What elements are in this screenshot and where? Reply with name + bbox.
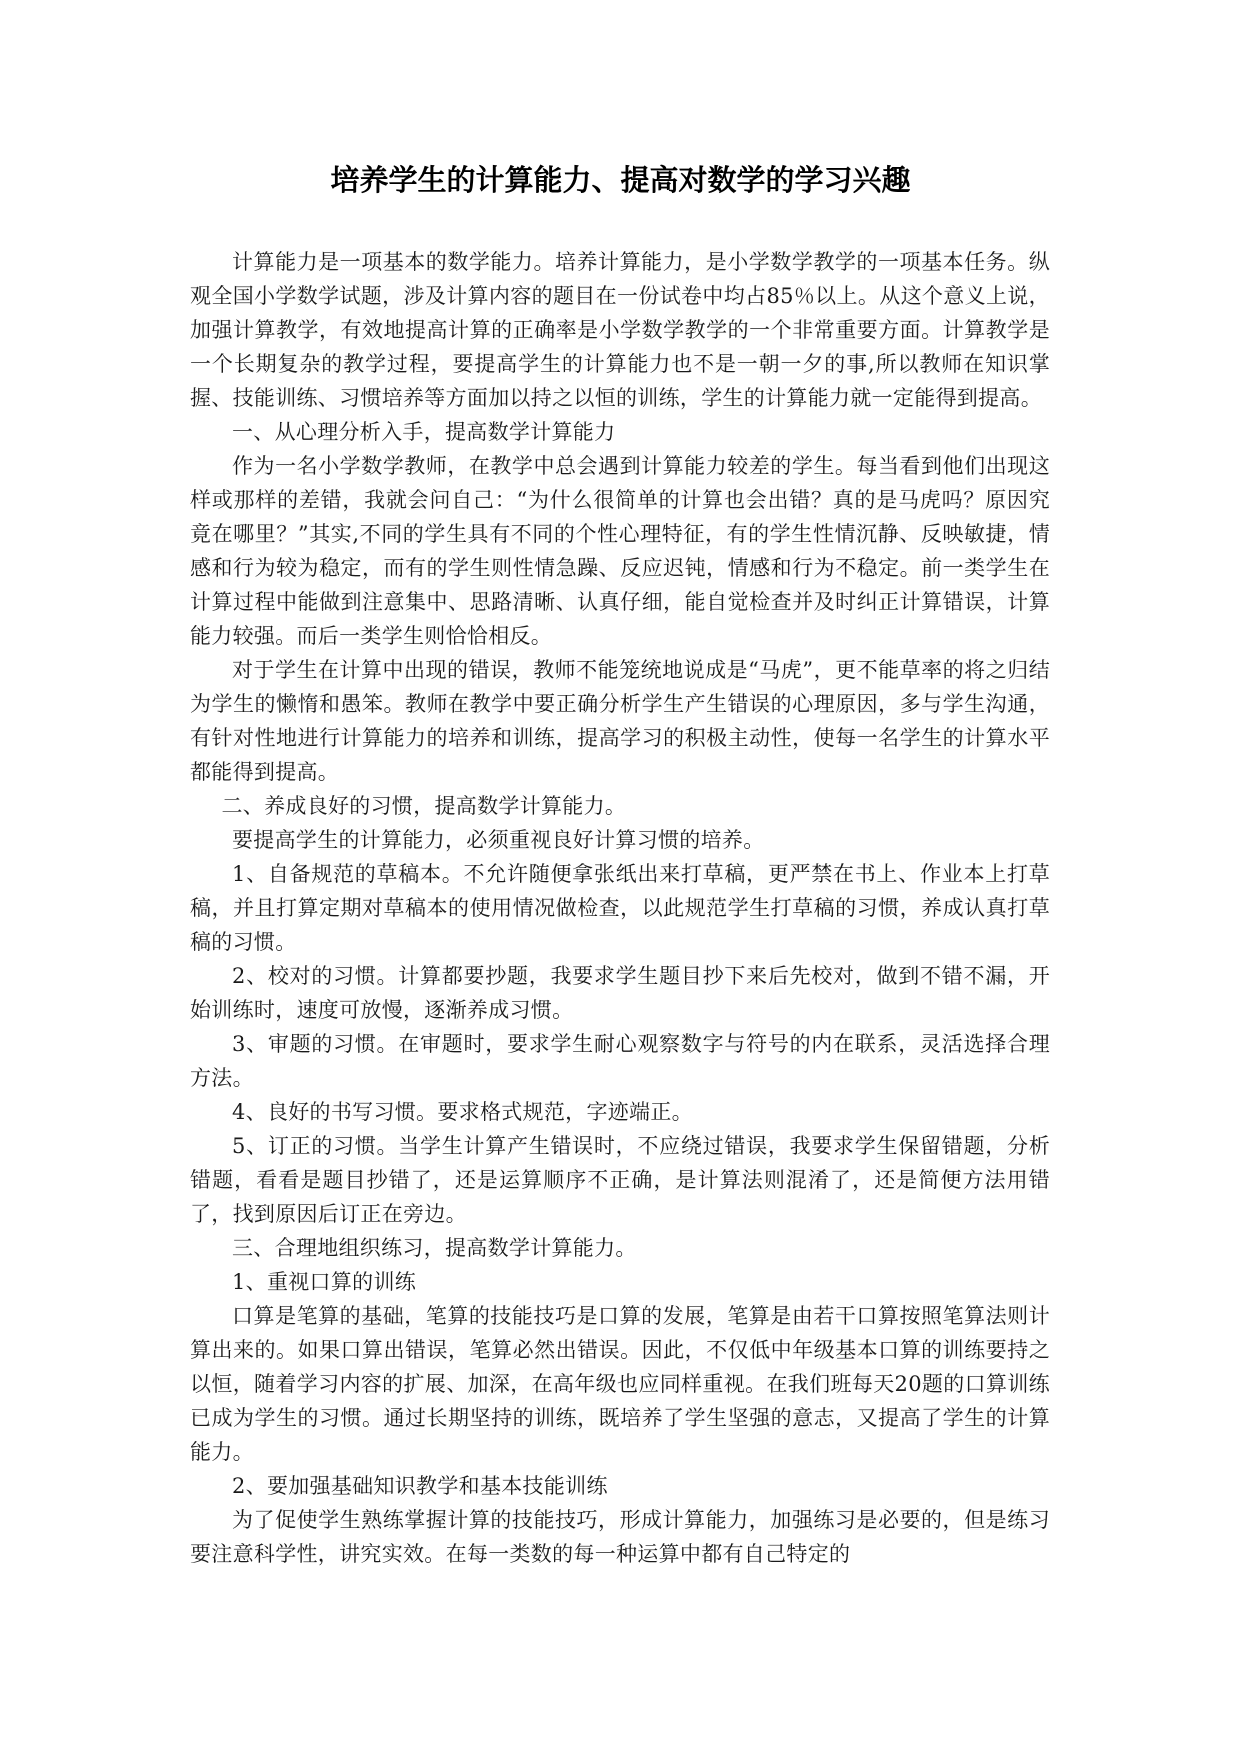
list-item: 3、审题的习惯。在审题时，要求学生耐心观察数字与符号的内在联系，灵活选择合理方法。 [190, 1032, 1050, 1090]
list-item: 4、良好的书写习惯。要求格式规范，字迹端正。 [232, 1100, 693, 1124]
section-heading-2: 二、养成良好的习惯，提高数学计算能力。 [221, 794, 627, 818]
paragraph: 口算是笔算的基础，笔算的技能技巧是口算的发展，笔算是由若干口算按照笔算法则计算出来的。如果口算出错误，笔算必然出错误。因此，不仅低中年级基本口算的训练要持之以恒，随着学习内容的扩展、加深，在高年级也应同样重视。在我们班每天20题的口算训练已成为学生的习惯。通过长期坚持的训练，既培养了学生坚强的意志，又提高了学生的计算能力。 [190, 1304, 1050, 1464]
list-item: 5、订正的习惯。当学生计算产生错误时，不应绕过错误，我要求学生保留错题，分析错题，看看是题目抄错了，还是运算顺序不正确，是计算法则混淆了，还是简便方法用错了，找到原因后订正在旁边。 [190, 1134, 1050, 1226]
document-body [190, 245, 1050, 1571]
paragraph: 对于学生在计算中出现的错误，教师不能笼统地说成是“马虎”，更不能草率的将之归结为学生的懒惰和愚笨。教师在教学中要正确分析学生产生错误的心理原因，多与学生沟通，有针对性地进行计算能力的培养和训练，提高学习的积极主动性，使每一名学生的计算水平都能得到提高。 [190, 658, 1050, 784]
list-item: 2、校对的习惯。计算都要抄题，我要求学生题目抄下来后先校对，做到不错不漏，开始训练时，速度可放慢，逐渐养成习惯。 [190, 964, 1050, 1022]
section-heading-1: 一、从心理分析入手，提高数学计算能力 [232, 420, 616, 444]
document-title: 培养学生的计算能力、提高对数学的学习兴趣 [330, 163, 911, 197]
section-heading-3: 三、合理地组织练习，提高数学计算能力。 [232, 1236, 637, 1260]
subheading: 2、要加强基础知识教学和基本技能训练 [232, 1474, 608, 1498]
paragraph-intro: 计算能力是一项基本的数学能力。培养计算能力，是小学数学教学的一项基本任务。纵观全国小学数学试题，涉及计算内容的题目在一份试卷中均占85％以上。从这个意义上说，加强计算教学，有效地提高计算的正确率是小学数学教学的一个非常重要方面。计算教学是一个长期复杂的教学过程，要提高学生的计算能力也不是一朝一夕的事,所以教师在知识掌握、技能训练、习惯培养等方面加以持之以恒的训练，学生的计算能力就一定能得到提高。 [190, 250, 1050, 410]
paragraph: 为了促使学生熟练掌握计算的技能技巧，形成计算能力，加强练习是必要的，但是练习要注意科学性，讲究实效。在每一类数的每一种运算中都有自己特定的 [190, 1508, 1050, 1566]
paragraph: 要提高学生的计算能力，必须重视良好计算习惯的培养。 [232, 828, 765, 852]
list-item: 1、自备规范的草稿本。不允许随便拿张纸出来打草稿，更严禁在书上、作业本上打草稿，并且打算定期对草稿本的使用情况做检查，以此规范学生打草稿的习惯，养成认真打草稿的习惯。 [190, 862, 1050, 954]
paragraph: 作为一名小学数学教师，在教学中总会遇到计算能力较差的学生。每当看到他们出现这样或那样的差错，我就会问自己：“为什么很简单的计算也会出错？真的是马虎吗？原因究竟在哪里？”其实,不同的学生具有不同的个性心理特征，有的学生性情沉静、反映敏捷，情感和行为较为稳定，而有的学生则性情急躁、反应迟钝，情感和行为不稳定。前一类学生在计算过程中能做到注意集中、思路清晰、认真仔细，能自觉检查并及时纠正计算错误，计算能力较强。而后一类学生则恰恰相反。 [190, 454, 1050, 648]
subheading: 1、重视口算的训练 [232, 1270, 417, 1294]
